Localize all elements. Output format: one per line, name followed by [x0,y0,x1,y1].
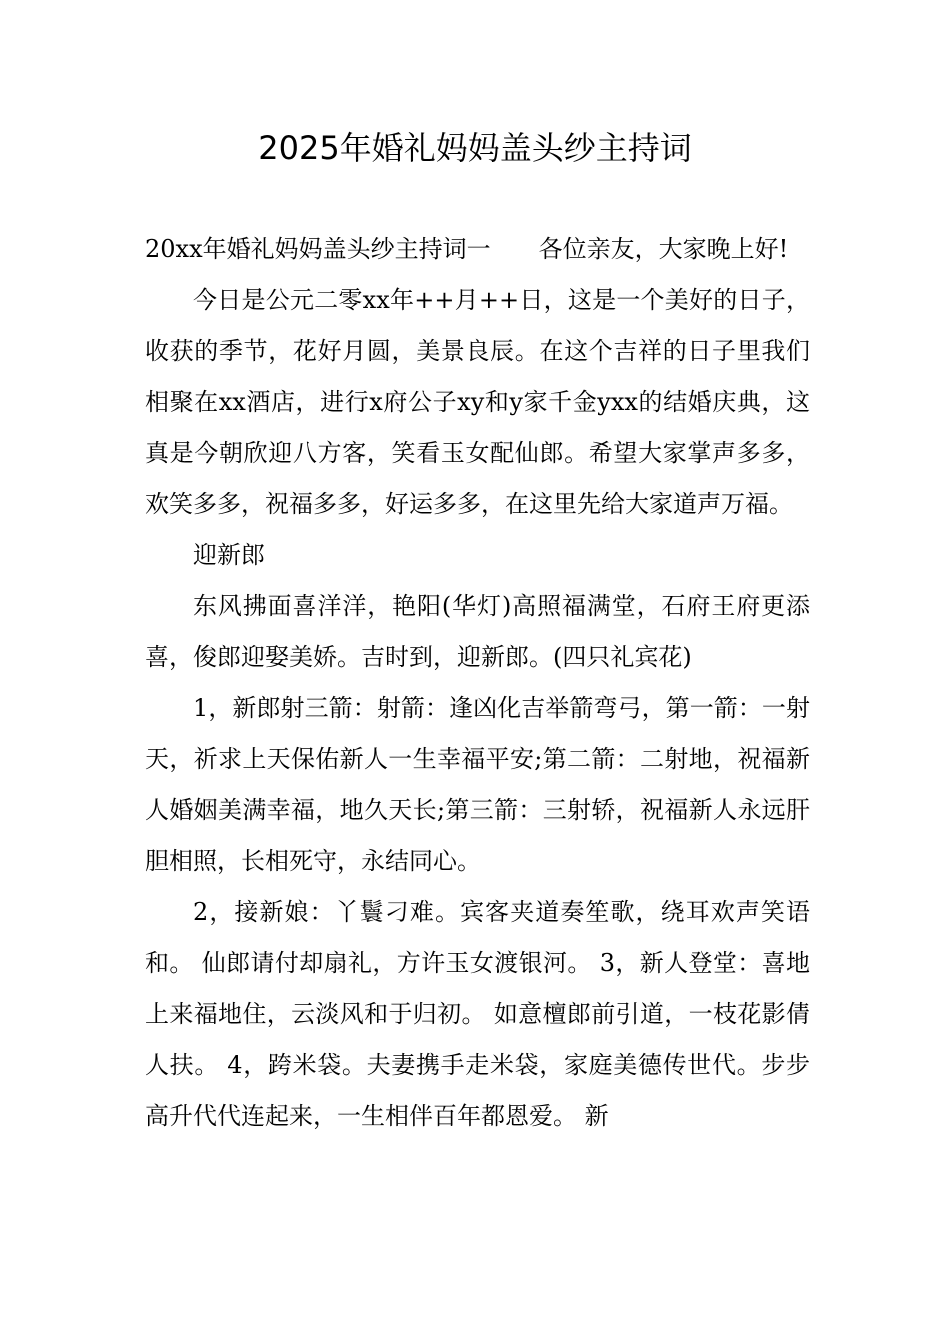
document-title: 2025年婚礼妈妈盖头纱主持词 [258,129,692,167]
paragraph-bride: 2，接新娘：丫鬟刁难。宾客夹道奏笙歌，绕耳欢声笑语和。 仙郎请付却扇礼，方许玉女渡银河。 3，新人登堂：喜地上来福地住，云淡风和于归初。 如意檀郎前引道，一枝花影倩人扶。 4，跨米袋。夫妻携手走米袋，家庭美德传世代。步步高升代代连起来，一生相伴百年都恩爱。 新 [145,898,810,1130]
paragraph-opening: 今日是公元二零xx年++月++日，这是一个美好的日子，收获的季节，花好月圆，美景良辰。在这个吉祥的日子里我们相聚在xx酒店，进行x府公子xy和y家千金yxx的结婚庆典，这真是今朝欣迎八方客，笑看玉女配仙郎。希望大家掌声多多，欢笑多多，祝福多多，好运多多，在这里先给大家道声万福。 [145,286,810,518]
section-heading-groom: 迎新郎 [193,541,265,569]
paragraph-groom: 东风拂面喜洋洋，艳阳(华灯)高照福满堂，石府王府更添喜，俊郎迎娶美娇。吉时到，迎新郎。(四只礼宾花) [145,592,810,671]
paragraph-arrows: 1，新郎射三箭：射箭：逢凶化吉举箭弯弓，第一箭：一射天，祈求上天保佑新人一生幸福平安;第二箭：二射地，祝福新人婚姻美满幸福，地久天长;第三箭：三射轿，祝福新人永远肝胆相照，长相死守，永结同心。 [145,694,810,875]
paragraph-intro: 20xx年婚礼妈妈盖头纱主持词一 各位亲友，大家晚上好! [145,235,789,263]
document-body [145,224,810,1142]
